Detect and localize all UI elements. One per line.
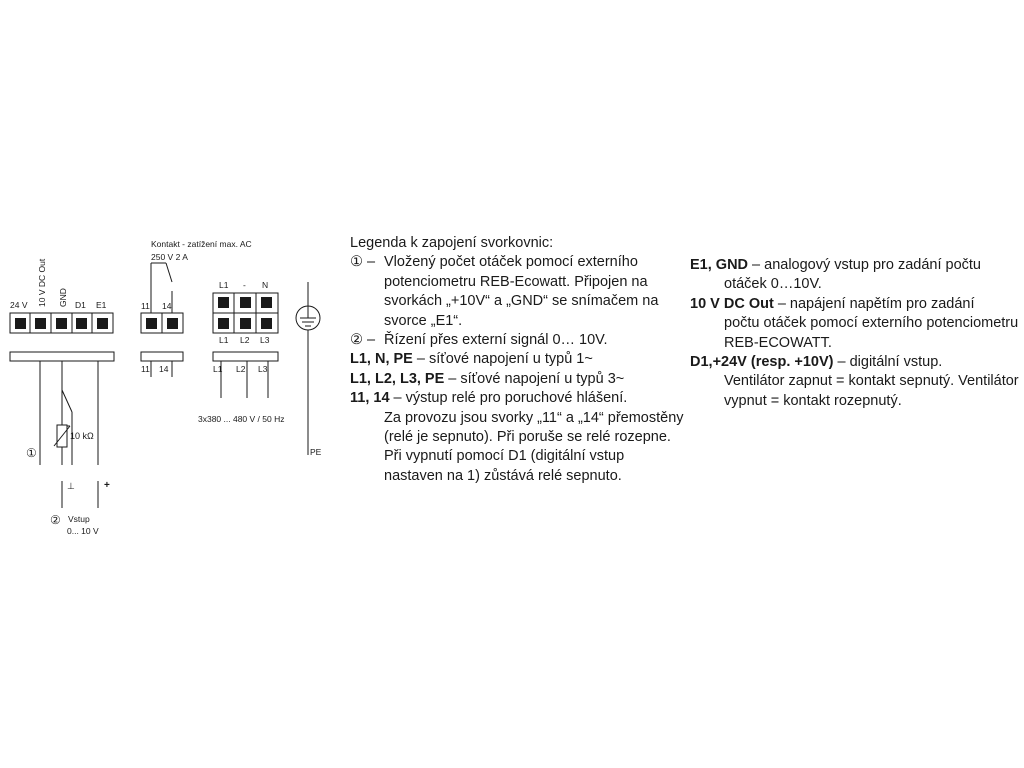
terminal-n-top: [261, 297, 272, 308]
terminal-d1: [76, 318, 87, 329]
terminal-l1: [218, 318, 229, 329]
legend-text-l1-l2-l3-pe: – síťové napojení u typů 3~: [444, 370, 625, 387]
terminal-l2: [240, 318, 251, 329]
legend-text-d1: – digitální vstup.: [833, 354, 943, 371]
legend-text-1: Vložený počet otáček pomocí externího potenciometru REB-Ecowatt. Připojen na svorkách „+10V“ a „GND“ se snímačem na svorce „E1“.: [384, 254, 659, 329]
terminal-label-24v: 24 V: [10, 300, 28, 310]
legend-key-relay: 11, 14: [350, 390, 390, 407]
wiring-diagram: [0, 0, 345, 560]
legend-item-10v-dc-out: [690, 295, 1020, 353]
terminal-dash-top: [240, 297, 251, 308]
terminal-l3: [261, 318, 272, 329]
legend-text-relay: – výstup relé pro poruchové hlášení.: [389, 390, 628, 407]
potentiometer-value: 10 kΩ: [70, 431, 94, 441]
legend-item-l1-l2-l3-pe: [350, 370, 685, 389]
relay-bottom-label-11: 11: [141, 364, 150, 374]
legend-key-1: ① –: [350, 254, 376, 271]
mains-under-label-l3: L3: [260, 335, 270, 345]
mains-bottom-label-l2: L2: [236, 364, 246, 374]
input-marker: ②: [50, 513, 61, 527]
relay-label-14: 14: [162, 301, 172, 311]
terminal-10v-dc-out: [35, 318, 46, 329]
pe-label: PE: [310, 447, 322, 457]
legend-item-relay: [350, 389, 685, 486]
legend-key-l1-n-pe: L1, N, PE: [350, 351, 413, 368]
relay-label-11: 11: [141, 301, 150, 311]
legend-item-d1: [690, 353, 1020, 411]
legend-text-e1-gnd: – analogový vstup pro zadání počtu: [748, 257, 981, 273]
terminal-label-10v-dc-out: 10 V DC Out: [37, 258, 47, 307]
legend-key-10v-dc-out: 10 V DC Out: [690, 295, 774, 312]
terminal-label-gnd: GND: [58, 288, 68, 307]
terminal-11: [146, 318, 157, 329]
legend-key-2: ② –: [350, 332, 376, 349]
legend-text-l1-n-pe: – síťové napojení u typů 1~: [412, 351, 593, 368]
legend-title: Legenda k zapojení svorkovnic:: [350, 235, 554, 251]
potentiometer-symbol: [54, 425, 70, 447]
legend-cont-10v-dc-out: počtu otáček pomocí externího potenciometru REB-ECOWATT.: [724, 315, 1019, 351]
contact-label: Kontakt - zatížení max. AC: [151, 239, 252, 249]
input-minus-symbol: ⊥: [67, 481, 75, 491]
terminal-label-e1: E1: [96, 300, 107, 310]
legend-cont-e1-gnd: otáček 0…10V.: [724, 276, 822, 293]
legend-item-potentiometer: [350, 253, 685, 331]
input-label: Vstup: [68, 514, 90, 524]
mains-top-label-dash: -: [243, 280, 246, 290]
legend-item-l1-n-pe: [350, 350, 685, 369]
legend-text-2: Řízení přes externí signál 0… 10V.: [384, 332, 608, 349]
ground-symbol: [296, 282, 320, 455]
mains-under-label-l1: L1: [219, 335, 229, 345]
mains-under-label-l2: L2: [240, 335, 250, 345]
input-range: 0... 10 V: [67, 526, 99, 536]
legend-key-l1-l2-l3-pe: L1, L2, L3, PE: [350, 370, 445, 387]
legend-item-e1-gnd: [690, 256, 1020, 295]
legend-right-column: [690, 256, 1020, 411]
terminal-l1-top: [218, 297, 229, 308]
relay-bottom-label-14: 14: [159, 364, 169, 374]
mains-top-label-n: N: [262, 280, 269, 290]
terminal-24v: [15, 318, 26, 329]
legend-text-10v-dc-out: – napájení napětím pro zadání: [773, 295, 975, 312]
mains-spec: 3x380 ... 480 V / 50 Hz: [198, 414, 285, 424]
legend-cont-d1: Ventilátor zapnut = kontakt sepnutý. Ventilátor vypnut = kontakt rozepnutý.: [724, 373, 1019, 409]
mains-top-label-l1: L1: [219, 280, 229, 290]
terminal-14: [167, 318, 178, 329]
legend-item-external-signal: [350, 331, 685, 350]
terminal-label-d1: D1: [75, 300, 86, 310]
input-plus-symbol: +: [104, 480, 110, 491]
mains-lower-wiring: [213, 352, 278, 398]
legend-key-e1-gnd: E1, GND: [690, 257, 749, 273]
legend-left-column: [350, 234, 685, 486]
terminal-gnd: [56, 318, 67, 329]
legend-key-d1: D1,+24V (resp. +10V): [690, 354, 834, 371]
potentiometer-marker: ①: [26, 446, 37, 460]
legend-cont-relay: Za provozu jsou svorky „11“ a „14“ přemostěny (relé je sepnuto). Při poruše se relé rozepne. Při vypnutí pomocí D1 (digitální vstup nastaven na 1) zůstává relé sepnuto.: [384, 409, 684, 484]
contact-rating: 250 V 2 A: [151, 252, 188, 262]
mains-bottom-label-l3: L3: [258, 364, 268, 374]
terminal-e1: [97, 318, 108, 329]
mains-bottom-label-l1: L1: [213, 364, 223, 374]
